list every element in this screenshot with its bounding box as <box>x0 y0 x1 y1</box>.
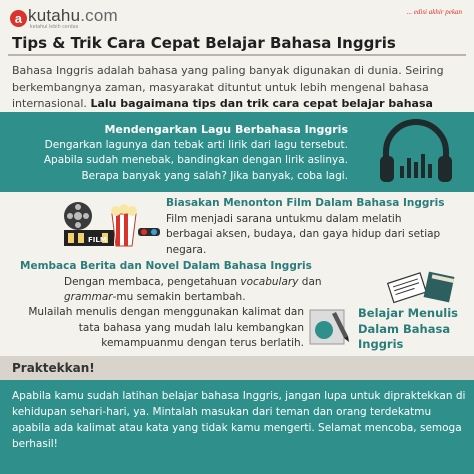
tip-2 <box>166 196 466 258</box>
logo-tagline: ketahui lebih cerdas <box>30 24 79 30</box>
logo-domain: .com <box>80 6 118 25</box>
tip-1-line-2: Apabila sudah menebak, bandingkan dengan lirik aslinya. <box>43 154 348 166</box>
tip-1-line-1: Dengarkan lagunya dan tebak arti lirik dari lagu tersebut. <box>44 138 348 151</box>
tip-4 <box>14 305 304 352</box>
headphones-icon <box>378 118 454 186</box>
tip-4-line-2: tata bahasa yang mudah lalu kembangkan <box>78 321 304 334</box>
writing-icon <box>308 306 354 350</box>
tip-2-line-2: berbagai aksen, budaya, dan gaya hidup dari setiap <box>166 228 441 240</box>
tip-3-and: dan <box>298 275 322 288</box>
tip-3-text-1: Dengan membaca, pengetahuan <box>64 275 241 288</box>
practice-heading: Praktekkan! <box>12 361 95 375</box>
tip-3-vocab: vocabulary <box>240 275 299 288</box>
film-icon <box>56 198 162 254</box>
tip-3 <box>20 259 370 306</box>
intro-text: Bahasa Inggris adalah bahasa yang paling banyak digunakan di dunia. Seiring berkembangnya zaman, masyarakat dituntut untuk lebih mengenal bahasa internasional. <box>12 64 444 110</box>
film-label: FILM <box>88 236 107 244</box>
intro-question: Lalu bagaimana tips dan trik cara cepat belajar bahasa <box>90 97 433 110</box>
practice-section <box>0 380 474 474</box>
practice-text: Apabila kamu sudah latihan belajar bahasa Inggris, jangan lupa untuk dipraktekkan di kehidupan sehari-hari, ya. Mintalah masukan dari teman dan orang terdekatmu apabila ada kalimat atau kata yang tidak kamu mengerti. Selamat mencoba, semoga berhasil! <box>12 390 466 450</box>
tip-3-text-2: -mu semakin bertambah. <box>112 291 246 303</box>
tip-1 <box>0 122 348 184</box>
tip-3-heading: Membaca Berita dan Novel Dalam Bahasa Inggris <box>20 260 312 272</box>
tip-4-line-3: kemampuanmu dengan terus berlatih. <box>101 337 304 349</box>
tip-3-body <box>20 275 370 306</box>
title-divider <box>8 54 466 56</box>
logo-badge: a <box>10 10 27 27</box>
logo-name: kutahu <box>28 6 81 25</box>
header <box>0 0 474 34</box>
tip-2-line-1: Film menjadi sarana untukmu dalam melatih <box>166 212 402 225</box>
tip-4-heading: Belajar Menulis Dalam Bahasa Inggris <box>358 306 458 351</box>
tip-4-line-1: Mulailah menulis dengan menggunakan kalimat dan <box>28 306 304 318</box>
tip-3-grammar: grammar <box>64 291 113 303</box>
edition-label: ... edisi akhir pekan <box>406 8 462 16</box>
tip-1-line-3: Berapa banyak yang salah? Jika banyak, coba lagi. <box>81 169 348 182</box>
page-title: Tips & Trik Cara Cepat Belajar Bahasa Inggris <box>12 34 396 52</box>
practice-header <box>0 356 474 380</box>
tip-1-heading: Mendengarkan Lagu Berbahasa Inggris <box>104 123 348 136</box>
books-icon <box>386 266 456 304</box>
tip-2-line-3: negara. <box>166 243 207 256</box>
tip-2-heading: Biasakan Menonton Film Dalam Bahasa Inggris <box>166 197 445 209</box>
logo[interactable] <box>10 6 118 30</box>
